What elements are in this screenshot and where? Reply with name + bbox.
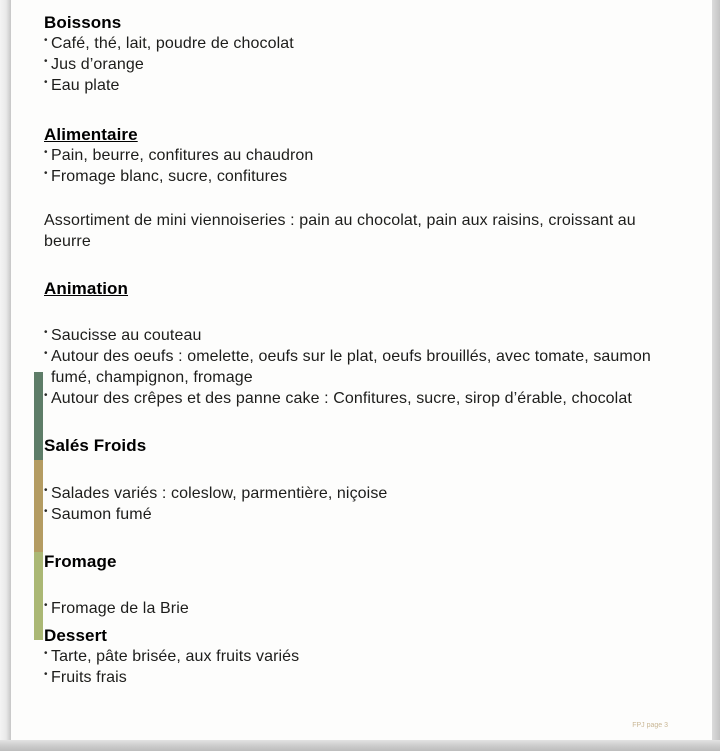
bullet-icon: • — [44, 348, 48, 359]
section-animation — [44, 278, 674, 409]
list-item — [44, 646, 674, 667]
bullet-icon: • — [44, 506, 48, 517]
list-item-text: Fromage de la Brie — [51, 600, 189, 617]
list-item-text: Fruits frais — [51, 669, 127, 686]
section-title: Boissons — [44, 13, 122, 32]
list-item-text: Tarte, pâte brisée, aux fruits variés — [51, 648, 300, 665]
footer-page-note: FPJ page 3 — [632, 722, 668, 729]
bullet-icon: • — [44, 648, 48, 659]
accent-bar-segment-olive — [34, 552, 43, 640]
section-fromage — [44, 551, 674, 619]
section-dessert — [44, 625, 674, 688]
list-item — [44, 166, 674, 187]
list-item-text: Autour des crêpes et des panne cake : Confitures, sucre, sirop d’érable, chocolat — [51, 390, 632, 407]
list-item — [44, 346, 674, 388]
accent-bar-segment-green — [34, 372, 43, 460]
list-item-text: Eau plate — [51, 77, 120, 94]
section-title: Salés Froids — [44, 436, 147, 455]
list-item-text: Jus d’orange — [51, 56, 144, 73]
section-alimentaire — [44, 124, 674, 187]
list-item — [44, 598, 674, 619]
bullet-icon: • — [44, 390, 48, 401]
list-item — [44, 483, 674, 504]
list-item-text: Pain, beurre, confitures au chaudron — [51, 147, 314, 164]
bullet-icon: • — [44, 327, 48, 338]
bullet-icon: • — [44, 485, 48, 496]
list-item — [44, 54, 674, 75]
page-edge-right — [712, 0, 720, 751]
list-item-text: Saumon fumé — [51, 506, 152, 523]
accent-bar — [34, 372, 43, 640]
section-sales-froids — [44, 435, 674, 525]
bullet-icon: • — [44, 669, 48, 680]
section-title: Dessert — [44, 626, 108, 645]
section-title: Animation — [44, 279, 129, 298]
list-item — [44, 325, 674, 346]
list-item — [44, 388, 674, 409]
section-boissons — [44, 12, 674, 96]
accent-bar-segment-khaki — [34, 460, 43, 552]
list-item-text: Café, thé, lait, poudre de chocolat — [51, 35, 294, 52]
bullet-icon: • — [44, 56, 48, 67]
list-item — [44, 504, 674, 525]
section-title: Alimentaire — [44, 125, 138, 144]
list-item — [44, 33, 674, 54]
list-item — [44, 145, 674, 166]
list-item-text: Saucisse au couteau — [51, 327, 202, 344]
bullet-icon: • — [44, 600, 48, 611]
page-edge-left — [0, 0, 11, 751]
bullet-icon: • — [44, 77, 48, 88]
bullet-icon: • — [44, 147, 48, 158]
bullet-icon: • — [44, 35, 48, 46]
list-item — [44, 667, 674, 688]
bullet-icon: • — [44, 168, 48, 179]
list-item-text: Salades variés : coleslow, parmentière, niçoise — [51, 485, 388, 502]
viennoiseries-paragraph: Assortiment de mini viennoiseries : pain au chocolat, pain aux raisins, croissant au beurre — [44, 212, 636, 250]
list-item — [44, 75, 674, 96]
document-content — [44, 12, 674, 688]
list-item-text: Autour des oeufs : omelette, oeufs sur le plat, oeufs brouillés, avec tomate, saumon fumé, champignon, fromage — [51, 348, 651, 386]
list-item-text: Fromage blanc, sucre, confitures — [51, 168, 288, 185]
page-edge-bottom — [0, 740, 720, 751]
section-title: Fromage — [44, 552, 117, 571]
